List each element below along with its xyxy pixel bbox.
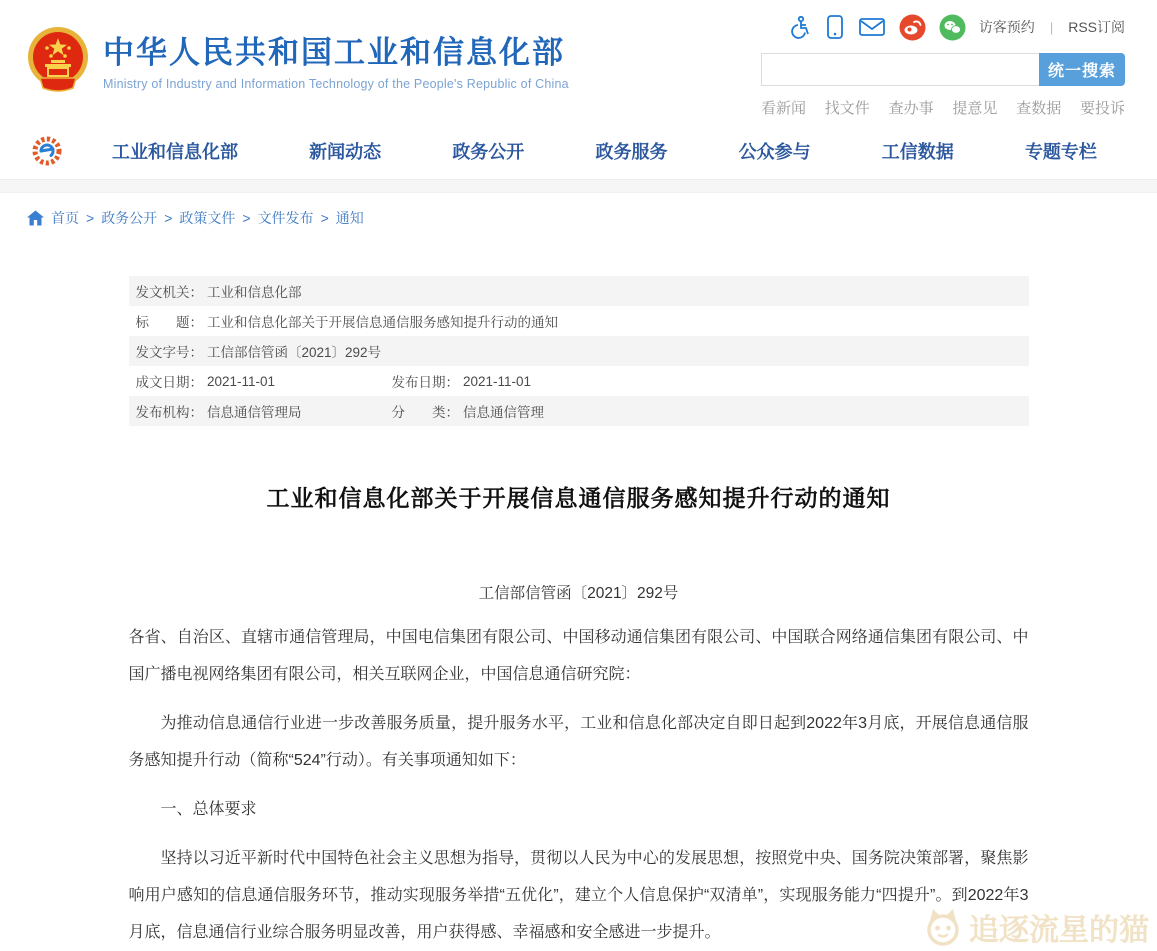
article-paragraph: 坚持以习近平新时代中国特色社会主义思想为指导，贯彻以人民为中心的发展思想，按照党中央、国务院决策部署，聚焦影响用户感知的信息通信服务环节，推动实现服务举措“五优化”，建立个人信息保护“双清单”，实现服务能力“四提升”。到2022年3月底，信息通信行业综合服务明显改善，用户获得感、幸福感和安全感进一步提升。 bbox=[128, 850, 1029, 941]
meta-value: 信息通信管理局 bbox=[207, 405, 302, 420]
meta-value: 工业和信息化部 bbox=[207, 285, 302, 300]
breadcrumb bbox=[0, 193, 1157, 236]
nav-item-gov-services[interactable]: 政务服务 bbox=[595, 141, 668, 162]
article-paragraph: 为推动信息通信行业进一步改善服务质量，提升服务水平，工业和信息化部决定自即日起到2022年3月底，开展信息通信服务感知提升行动（简称“524”行动）。有关事项通知如下： bbox=[128, 715, 1029, 769]
national-emblem-icon bbox=[27, 26, 89, 92]
nav-item-news[interactable]: 新闻动态 bbox=[309, 141, 382, 162]
header-links-separator: | bbox=[1049, 19, 1054, 35]
meta-row-doc-number bbox=[129, 336, 1029, 366]
meta-label: 标 题： bbox=[135, 315, 203, 330]
quick-links bbox=[761, 97, 1125, 118]
quick-link-suggestions[interactable]: 提意见 bbox=[952, 100, 998, 117]
quick-link-services[interactable]: 查办事 bbox=[888, 100, 934, 117]
watermark-text: 追逐流星的猫 bbox=[969, 914, 1149, 947]
unified-search-button[interactable]: 统一搜索 bbox=[1039, 53, 1125, 86]
breadcrumb-file-release[interactable]: 文件发布 bbox=[257, 210, 314, 226]
breadcrumb-policy-files[interactable]: 政策文件 bbox=[179, 210, 236, 226]
miit-gear-logo-icon bbox=[30, 134, 64, 168]
main-nav bbox=[0, 122, 1157, 179]
nav-item-miit[interactable]: 工业和信息化部 bbox=[112, 141, 238, 162]
home-icon[interactable] bbox=[27, 210, 44, 226]
search-input[interactable] bbox=[761, 53, 1039, 86]
breadcrumb-separator: > bbox=[320, 210, 329, 226]
quick-link-data[interactable]: 查数据 bbox=[1016, 100, 1062, 117]
article-body bbox=[129, 619, 1029, 951]
nav-item-public-participation[interactable]: 公众参与 bbox=[738, 141, 811, 162]
article-doc-number: 工信部信管函〔2021〕292号 bbox=[478, 585, 679, 602]
nav-item-special-topics[interactable]: 专题专栏 bbox=[1024, 141, 1097, 162]
mobile-icon[interactable] bbox=[825, 14, 845, 40]
wechat-icon[interactable] bbox=[939, 14, 966, 41]
header-tools bbox=[761, 12, 1125, 118]
breadcrumb-gov-openness[interactable]: 政务公开 bbox=[101, 210, 158, 226]
meta-value: 工业和信息化部关于开展信息通信服务感知提升行动的通知 bbox=[207, 315, 558, 330]
site-subtitle: Ministry of Industry and Information Technology of the People's Republic of China bbox=[103, 77, 569, 92]
site-header bbox=[0, 0, 1157, 122]
meta-value: 2021-11-01 bbox=[463, 373, 532, 389]
meta-row-title bbox=[129, 306, 1029, 336]
meta-label: 发布日期： bbox=[391, 375, 459, 390]
visitor-reservation-link[interactable]: 访客预约 bbox=[978, 19, 1035, 35]
rss-subscribe-link[interactable]: RSS订阅 bbox=[1068, 19, 1125, 35]
quick-link-news[interactable]: 看新闻 bbox=[761, 100, 807, 117]
meta-value: 2021-11-01 bbox=[207, 373, 276, 389]
meta-label: 发文字号： bbox=[135, 345, 203, 360]
meta-row-publisher-category bbox=[129, 396, 1029, 426]
meta-row-issuing-agency bbox=[129, 276, 1029, 306]
mail-icon[interactable] bbox=[858, 16, 886, 38]
quick-link-files[interactable]: 找文件 bbox=[824, 100, 870, 117]
meta-label: 发布机构： bbox=[135, 405, 203, 420]
nav-item-ict-data[interactable]: 工信数据 bbox=[881, 141, 954, 162]
site-title: 中华人民共和国工业和信息化部 bbox=[103, 35, 565, 70]
meta-row-dates bbox=[129, 366, 1029, 396]
breadcrumb-separator: > bbox=[164, 210, 173, 226]
site-logo[interactable] bbox=[27, 26, 569, 92]
nav-item-gov-openness[interactable]: 政务公开 bbox=[452, 141, 525, 162]
article-recipients: 各省、自治区、直辖市通信管理局，中国电信集团有限公司、中国移动通信集团有限公司、中国联合网络通信集团有限公司、中国广播电视网络集团有限公司，相关互联网企业，中国信息通信研究院： bbox=[128, 629, 1029, 683]
meta-value: 信息通信管理 bbox=[463, 405, 544, 420]
meta-value: 工信部信管函〔2021〕292号 bbox=[207, 345, 382, 360]
meta-label: 分 类： bbox=[391, 405, 459, 420]
breadcrumb-notice[interactable]: 通知 bbox=[335, 210, 364, 226]
meta-label: 成文日期： bbox=[135, 375, 203, 390]
document-content bbox=[129, 276, 1029, 951]
nav-divider-strip bbox=[0, 179, 1157, 193]
meta-label: 发文机关： bbox=[135, 285, 203, 300]
accessibility-icon[interactable] bbox=[788, 15, 812, 39]
breadcrumb-home[interactable]: 首页 bbox=[51, 210, 79, 226]
article-section-heading: 一、总体要求 bbox=[160, 801, 257, 818]
document-meta-table bbox=[129, 276, 1029, 426]
article-title: 工业和信息化部关于开展信息通信服务感知提升行动的通知 bbox=[266, 485, 891, 511]
quick-link-complaints[interactable]: 要投诉 bbox=[1079, 100, 1125, 117]
breadcrumb-separator: > bbox=[86, 210, 95, 226]
breadcrumb-separator: > bbox=[242, 210, 251, 226]
weibo-icon[interactable] bbox=[899, 14, 926, 41]
